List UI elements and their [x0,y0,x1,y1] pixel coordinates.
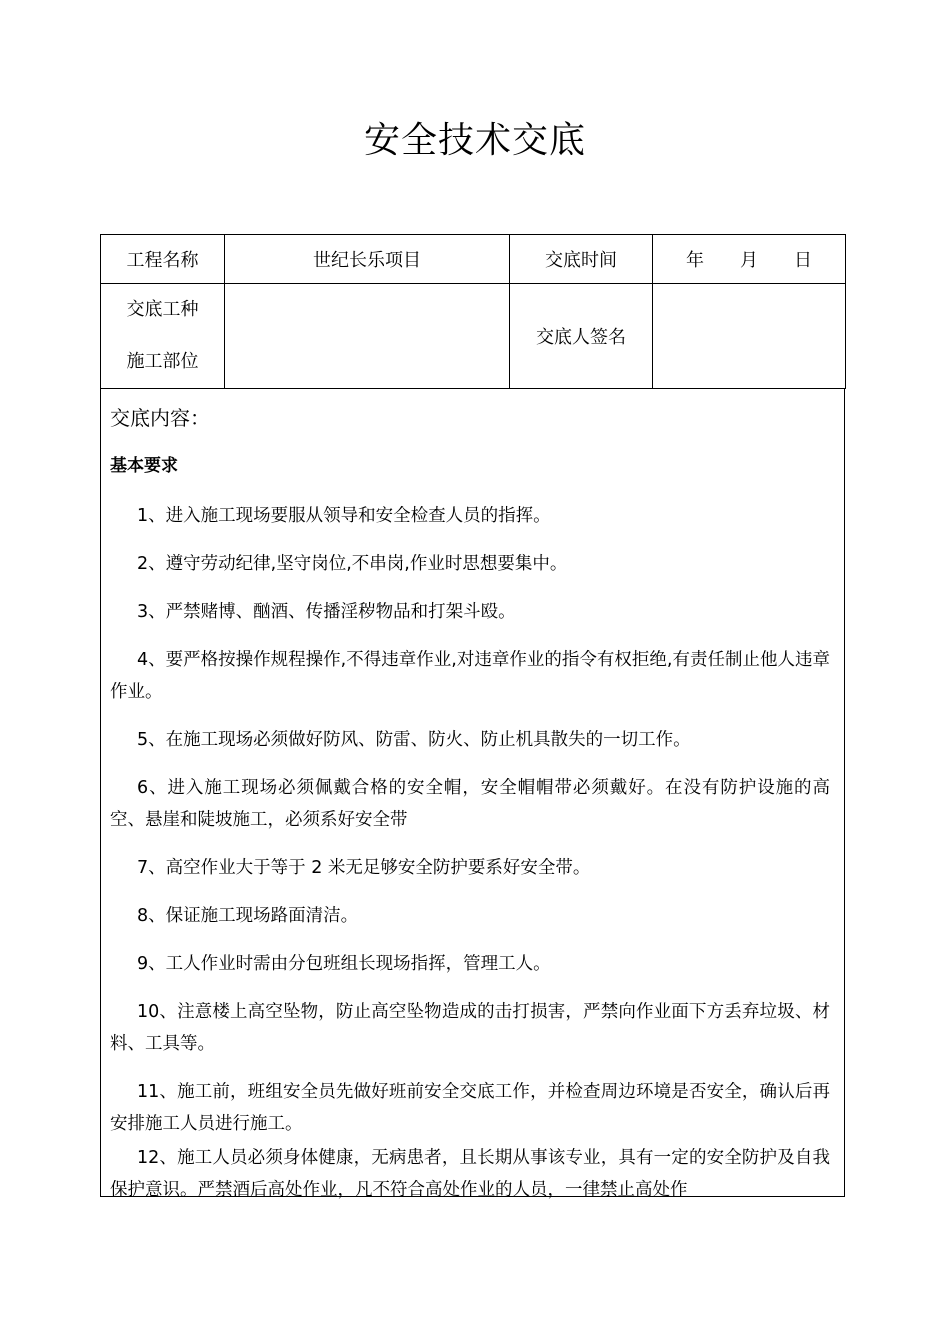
project-name-label: 工程名称 [101,235,225,284]
work-type-location-value[interactable] [225,284,510,389]
list-item: 12、施工人员必须身体健康，无病患者，且长期从事该专业，具有一定的安全防护及自我保护意识。严禁酒后高处作业，凡不符合高处作业的人员，一律禁止高处作 [110,1148,830,1200]
list-item: 5、在施工现场必须做好防风、防雷、防火、防止机具散失的一切工作。 [137,730,691,750]
content-heading: 交底内容： [110,406,210,430]
date-year-label: 年 [686,250,704,271]
header-info-table [100,234,846,389]
list-item: 11、施工前，班组安全员先做好班前安全交底工作，并检查周边环境是否安全，确认后再安排施工人员进行施工。 [110,1082,830,1134]
date-month-label: 月 [740,250,758,271]
signer-label: 交底人签名 [510,284,653,389]
table-row [101,284,846,389]
list-item: 9、工人作业时需由分包班组长现场指挥，管理工人。 [137,954,551,974]
location-label: 施工部位 [126,351,199,372]
briefing-time-label: 交底时间 [510,235,653,284]
list-item: 3、严禁赌博、酗酒、传播淫秽物品和打架斗殴。 [137,602,516,622]
list-item: 2、遵守劳动纪律,坚守岗位,不串岗,作业时思想要集中。 [137,554,568,574]
list-item: 1、进入施工现场要服从领导和安全检查人员的指挥。 [137,506,551,526]
page-title: 安全技术交底 [363,120,586,161]
requirements-list [110,500,830,1206]
list-item: 4、要严格按操作规程操作,不得违章作业,对违章作业的指令有权拒绝,有责任制止他人违章作业。 [110,650,830,702]
work-type-label: 交底工种 [126,299,199,320]
briefing-content-box [100,388,845,1200]
section-heading: 基本要求 [110,456,178,476]
table-row [101,235,846,284]
list-item: 8、保证施工现场路面清洁。 [137,906,359,926]
signer-signature-field[interactable] [653,284,846,389]
work-type-location-labels [101,284,225,389]
briefing-date-field[interactable] [653,235,846,284]
list-item: 6、进入施工现场必须佩戴合格的安全帽，安全帽帽带必须戴好。在没有防护设施的高空、悬崖和陡坡施工，必须系好安全带 [110,778,830,830]
list-item: 7、高空作业大于等于 2 米无足够安全防护要系好安全带。 [137,858,591,878]
date-day-label: 日 [794,250,812,271]
project-name-value: 世纪长乐项目 [225,235,510,284]
list-item: 10、注意楼上高空坠物，防止高空坠物造成的击打损害，严禁向作业面下方丢弃垃圾、材料、工具等。 [110,1002,830,1054]
